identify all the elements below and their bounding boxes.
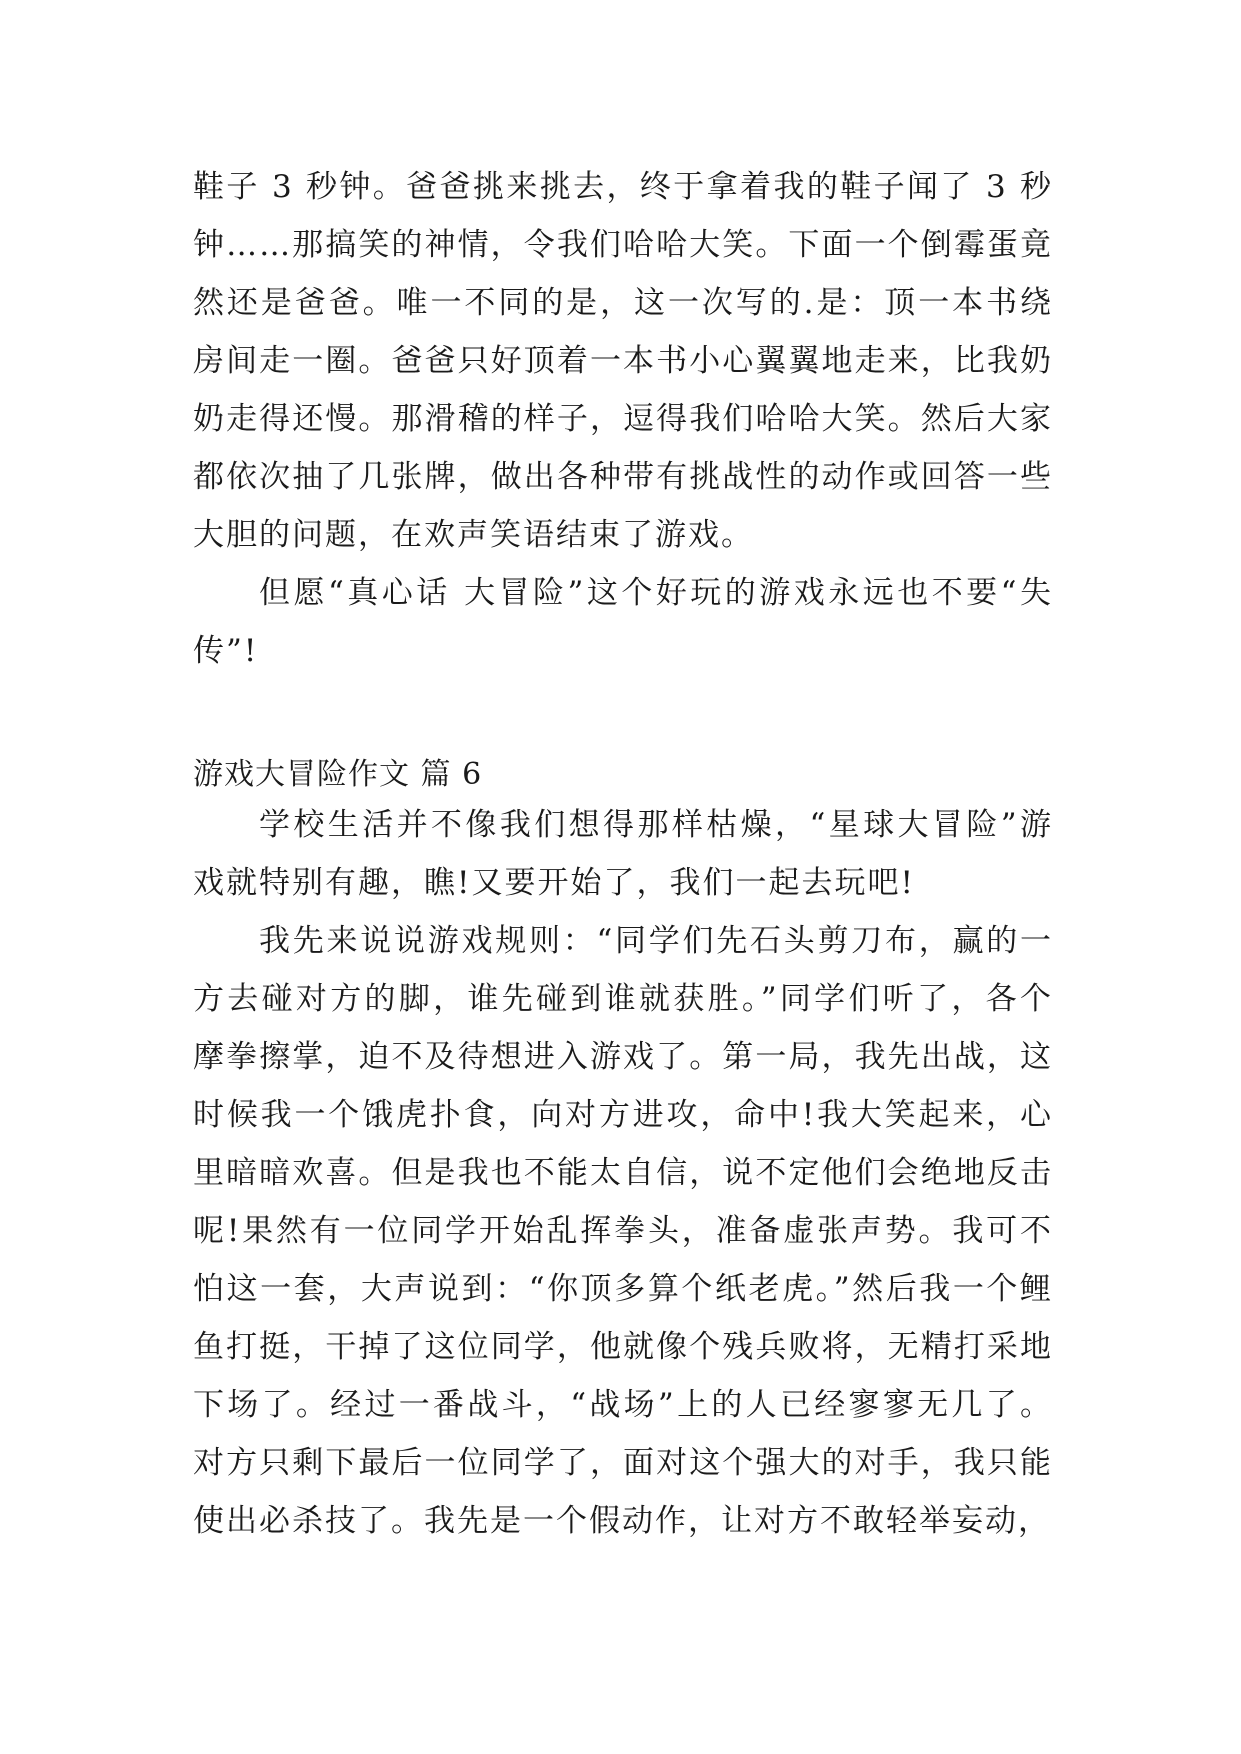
section-heading: 游戏大冒险作文 篇 6	[193, 757, 483, 792]
paragraph-game-rules: 我先来说说游戏规则：“同学们先石头剪刀布，赢的一方去碰对方的脚，谁先碰到谁就获胜。”同学们听了，各个摩拳擦掌，迫不及待想进入游戏了。第一局，我先出战，这时候我一个饿虎扑食，向对方进攻，命中!我大笑起来，心里暗暗欢喜。但是我也不能太自信，说不定他们会绝地反击呢!果然有一位同学开始乱挥拳头，准备虚张声势。我可不怕这一套，大声说到：“你顶多算个纸老虎。”然后我一个鲤鱼打挺，干掉了这位同学，他就像个残兵败将，无精打采地下场了。经过一番战斗，“战场”上的人已经寥寥无几了。对方只剩下最后一位同学了，面对这个强大的对手，我只能使出必杀技了。我先是一个假动作，让对方不敢轻举妄动，	[193, 923, 1053, 1539]
paragraph-game-ending: 鞋子 3 秒钟。爸爸挑来挑去，终于拿着我的鞋子闻了 3 秒钟……那搞笑的神情，令我们哈哈大笑。下面一个倒霉蛋竟然还是爸爸。唯一不同的是，这一次写的.是：顶一本书绕房间走一圈。爸爸只好顶着一本书小心翼翼地走来，比我奶奶走得还慢。那滑稽的样子，逗得我们哈哈大笑。然后大家都依次抽了几张牌，做出各种带有挑战性的动作或回答一些大胆的问题，在欢声笑语结束了游戏。	[193, 169, 1053, 553]
paragraph-closing-wish: 但愿“真心话 大冒险”这个好玩的游戏永远也不要“失传”!	[193, 575, 1053, 669]
paragraph-intro: 学校生活并不像我们想得那样枯燥，“星球大冒险”游戏就特别有趣，瞧!又要开始了，我们一起去玩吧!	[193, 807, 1053, 901]
